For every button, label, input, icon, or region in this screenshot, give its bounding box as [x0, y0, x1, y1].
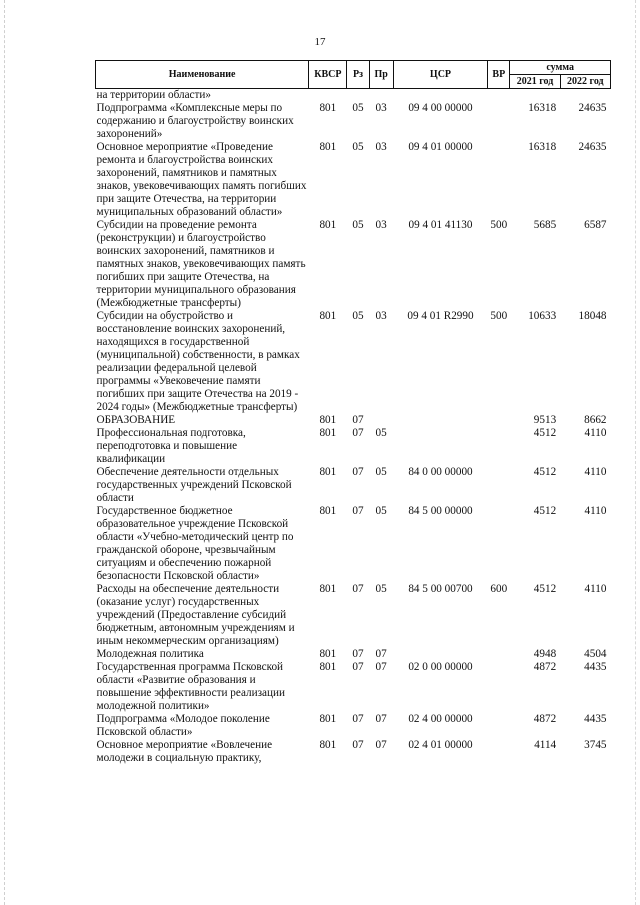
row-rz: 07 — [352, 505, 364, 517]
table-row — [96, 583, 611, 648]
row-vr — [488, 89, 510, 103]
row-sum-2022: 18048 — [578, 310, 607, 322]
row-sum-2021: 4114 — [534, 739, 557, 751]
row-pr: 03 — [375, 219, 387, 231]
row-kvsr: 801 — [319, 102, 337, 114]
row-rz: 07 — [352, 427, 364, 439]
row-sum-2021: 4948 — [533, 648, 557, 660]
row-pr: 07 — [375, 713, 387, 725]
row-kvsr: 801 — [319, 466, 337, 478]
row-kvsr — [309, 89, 347, 103]
row-vr — [488, 414, 510, 427]
table-row — [96, 648, 611, 661]
row-kvsr: 801 — [319, 414, 337, 426]
row-sum-2021: 9513 — [533, 414, 557, 426]
row-vr — [488, 505, 510, 583]
row-name: Обеспечение деятельности отдельных государственных учреждений Псковской области — [96, 466, 292, 504]
row-sum-2021: 4512 — [533, 466, 557, 478]
table-row — [96, 505, 611, 583]
row-csr — [393, 89, 488, 103]
row-sum-2021: 5685 — [533, 219, 557, 231]
row-vr — [488, 648, 510, 661]
row-kvsr: 801 — [319, 427, 337, 439]
table-row — [96, 427, 611, 466]
row-sum-2021: 4512 — [533, 505, 557, 517]
table-row — [96, 466, 611, 505]
scan-edge-left — [4, 0, 6, 905]
row-name: Основное мероприятие «Вовлечение молодежи в социальную практику, — [96, 739, 273, 764]
row-csr: 84 5 00 00000 — [408, 505, 473, 517]
row-sum-2022: 4435 — [584, 713, 607, 725]
row-name: Субсидии на проведение ремонта (реконструкции) и благоустройство воинских захоронений, памятников и памятных знаков, увековечивающих память погибших при защите Отечества, на территории муниципального образования (Межбюджетные трансферты) — [96, 219, 306, 309]
page-number: 17 — [314, 36, 326, 48]
row-name: ОБРАЗОВАНИЕ — [96, 414, 176, 426]
row-sum-2021: 4512 — [533, 427, 557, 439]
row-rz: 07 — [352, 466, 364, 478]
row-pr: 05 — [375, 427, 387, 439]
header-pr: Пр — [369, 61, 393, 89]
row-name: на территории области» — [96, 89, 309, 103]
row-vr — [488, 661, 510, 713]
row-pr: 07 — [375, 739, 387, 751]
row-sum-2021: 4872 — [533, 661, 557, 673]
header-rz: Рз — [347, 61, 369, 89]
row-sum-2022: 4504 — [584, 648, 607, 660]
row-sum-2021: 10633 — [528, 310, 557, 322]
row-name: Подпрограмма «Молодое поколение Псковской области» — [96, 713, 270, 738]
row-csr: 09 4 01 R2990 — [407, 310, 474, 322]
table-row — [96, 141, 611, 219]
row-sum-2022: 4110 — [584, 505, 607, 517]
row-rz — [347, 89, 369, 103]
table-row — [96, 219, 611, 310]
row-sum-2022: 4110 — [584, 466, 607, 478]
row-csr: 84 5 00 00700 — [408, 583, 473, 595]
table-header — [96, 61, 611, 89]
row-csr: 02 4 01 00000 — [408, 739, 473, 751]
row-pr: 03 — [375, 141, 387, 153]
row-rz: 05 — [352, 310, 364, 322]
row-sum-2022 — [560, 89, 610, 103]
row-pr — [369, 414, 393, 427]
header-vr: ВР — [488, 61, 510, 89]
row-name: Профессиональная подготовка, переподготовка и повышение квалификации — [96, 427, 246, 465]
row-kvsr: 801 — [319, 219, 337, 231]
row-pr: 07 — [375, 648, 387, 660]
row-name: Основное мероприятие «Проведение ремонта и благоустройства воинских захоронений, памятников и памятных знаков, увековечивающих память погибших при защите Отечества, на территории муниципальных образований области» — [96, 141, 307, 218]
row-vr — [488, 466, 510, 505]
header-kvsr: КВСР — [309, 61, 347, 89]
row-sum-2021 — [510, 89, 560, 103]
row-csr: 02 0 00 00000 — [408, 661, 473, 673]
row-vr: 500 — [490, 219, 508, 231]
row-name: Подпрограмма «Комплексные меры по содержанию и благоустройству воинских захоронений» — [96, 102, 294, 140]
header-year-2022: 2022 год — [560, 75, 610, 89]
row-csr: 09 4 01 00000 — [408, 141, 473, 153]
row-kvsr: 801 — [319, 583, 337, 595]
row-csr: 84 0 00 00000 — [408, 466, 473, 478]
row-sum-2022: 6587 — [584, 219, 607, 231]
row-sum-2022: 24635 — [578, 141, 607, 153]
header-name: Наименование — [96, 61, 309, 89]
row-kvsr: 801 — [319, 505, 337, 517]
table-row — [96, 102, 611, 141]
row-sum-2022: 3745 — [584, 739, 607, 751]
table-row — [96, 310, 611, 414]
row-csr — [393, 427, 488, 466]
row-vr — [488, 102, 510, 141]
row-pr: 03 — [375, 102, 387, 114]
table-row — [96, 713, 611, 739]
row-pr: 05 — [375, 466, 387, 478]
row-sum-2022: 4110 — [584, 427, 607, 439]
row-rz: 07 — [352, 414, 364, 426]
row-pr — [369, 89, 393, 103]
row-csr: 09 4 01 41130 — [408, 219, 473, 231]
row-sum-2022: 4435 — [584, 661, 607, 673]
row-sum-2022: 24635 — [578, 102, 607, 114]
row-sum-2022: 8662 — [584, 414, 607, 426]
row-vr — [488, 427, 510, 466]
row-name: Расходы на обеспечение деятельности (оказание услуг) государственных учреждений (Предоставление субсидий бюджетным, автономным учреждениям и иным некоммерческим организациям) — [96, 583, 295, 647]
row-name: Субсидии на обустройство и восстановление воинских захоронений, находящихся в государственной (муниципальной) собственности, в рамках реализации федеральной целевой программы «Увековечение памяти погибших при защите Отечества на 2019 - 2024 годы» (Межбюджетные трансферты) — [96, 310, 300, 413]
row-csr — [393, 648, 488, 661]
row-sum-2021: 16318 — [528, 102, 557, 114]
row-rz: 05 — [352, 141, 364, 153]
row-sum-2021: 16318 — [528, 141, 557, 153]
row-pr: 05 — [375, 505, 387, 517]
row-rz: 07 — [352, 583, 364, 595]
row-csr: 02 4 00 00000 — [408, 713, 473, 725]
row-name: Молодежная политика — [96, 648, 204, 660]
row-rz: 07 — [352, 661, 364, 673]
header-year-2021: 2021 год — [510, 75, 560, 89]
table-row — [96, 661, 611, 713]
row-vr — [488, 739, 510, 765]
row-pr: 05 — [375, 583, 387, 595]
budget-table — [95, 60, 611, 765]
row-rz: 07 — [352, 713, 364, 725]
row-sum-2022: 4110 — [584, 583, 607, 595]
row-vr: 600 — [490, 583, 508, 595]
table-body — [96, 89, 611, 766]
row-sum-2021: 4512 — [533, 583, 557, 595]
row-rz: 07 — [352, 648, 364, 660]
row-kvsr: 801 — [319, 739, 337, 751]
row-kvsr: 801 — [319, 141, 337, 153]
table-row — [96, 414, 611, 427]
row-kvsr: 801 — [319, 310, 337, 322]
table-row — [96, 89, 611, 103]
table-row — [96, 739, 611, 765]
row-kvsr: 801 — [319, 713, 337, 725]
row-sum-2021: 4872 — [533, 713, 557, 725]
row-kvsr: 801 — [319, 661, 337, 673]
row-pr: 03 — [375, 310, 387, 322]
row-rz: 07 — [352, 739, 364, 751]
row-rz: 05 — [352, 102, 364, 114]
row-name: Государственная программа Псковской области «Развитие образования и повышение эффективности реализации молодежной политики» — [96, 661, 285, 712]
row-csr: 09 4 00 00000 — [408, 102, 473, 114]
row-csr — [393, 414, 488, 427]
row-pr: 07 — [375, 661, 387, 673]
row-vr — [488, 713, 510, 739]
scan-edge-right — [635, 0, 637, 905]
row-rz: 05 — [352, 219, 364, 231]
row-name: Государственное бюджетное образовательное учреждение Псковской области «Учебно-методический центр по гражданской обороне, чрезвычайным ситуациям и обеспечению пожарной безопасности Псковской области» — [96, 505, 294, 582]
row-vr: 500 — [490, 310, 508, 322]
header-sum: сумма — [510, 61, 611, 75]
row-vr — [488, 141, 510, 219]
row-kvsr: 801 — [319, 648, 337, 660]
header-csr: ЦСР — [393, 61, 488, 89]
